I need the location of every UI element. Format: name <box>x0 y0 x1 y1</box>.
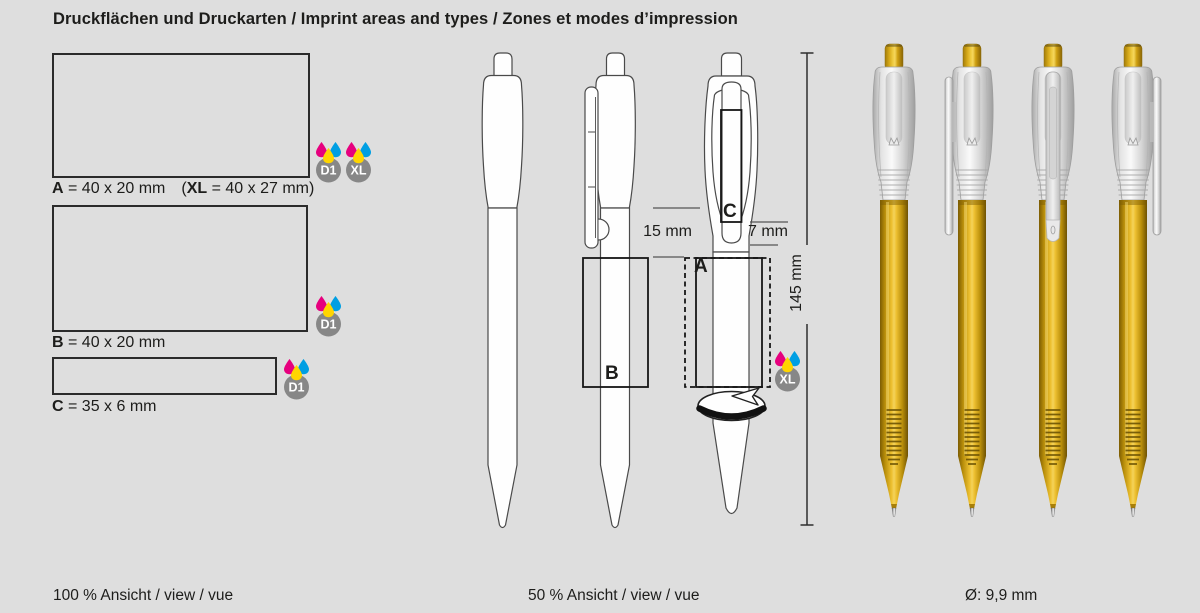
photo-pen-back-view <box>873 44 915 517</box>
imprint-area-c-rect <box>52 357 277 395</box>
area-c-key: C <box>52 398 64 415</box>
caption-view-50: 50 % Ansicht / view / vue <box>528 587 700 604</box>
badge-label: D1 <box>288 380 305 395</box>
technical-drawing <box>455 40 825 540</box>
area-c-size: = 35 x 6 mm <box>63 398 157 415</box>
photo-pen-clip-right <box>1112 44 1161 517</box>
area-b-size: = 40 x 20 mm <box>63 334 166 351</box>
caption-view-100: 100 % Ansicht / view / vue <box>53 587 234 604</box>
dim-label-7mm: 7 mm <box>748 223 788 240</box>
print-type-badge-d1-a <box>314 141 343 183</box>
area-a-xl-key: XL <box>186 180 208 197</box>
area-a-key: A <box>52 180 64 197</box>
dim-label-15mm: 15 mm <box>643 223 692 240</box>
zone-label-c: C <box>723 201 737 222</box>
photo-pen-clip-left <box>945 44 993 517</box>
zone-label-a: A <box>694 256 708 277</box>
badge-label: XL <box>350 163 367 178</box>
dim-label-145mm: 145 mm <box>788 254 805 312</box>
print-type-badge-xl-zone <box>773 350 802 392</box>
imprint-area-a-rect <box>52 53 310 178</box>
line-pen-front-view <box>704 53 757 514</box>
product-photos <box>853 42 1183 520</box>
area-a-size: = 40 x 20 mm <box>63 180 166 197</box>
badge-label: D1 <box>320 163 337 178</box>
badge-label: XL <box>779 372 796 387</box>
badge-label: D1 <box>320 317 337 332</box>
rotation-arrow-icon <box>698 388 765 421</box>
area-a-xl-size: = 40 x 27 mm) <box>207 180 315 197</box>
print-type-badge-d1-c <box>282 358 311 400</box>
imprint-area-a-label <box>52 180 314 198</box>
imprint-area-c-label <box>52 398 156 416</box>
print-type-badge-d1-b <box>314 295 343 337</box>
print-type-badge-xl-a <box>344 141 373 183</box>
line-pen-back-view <box>482 53 523 528</box>
area-a-xl-open: ( <box>181 180 187 197</box>
line-pen-side-view <box>585 53 635 528</box>
imprint-area-b-label <box>52 334 165 352</box>
caption-diameter: Ø: 9,9 mm <box>965 587 1038 604</box>
page-title: Druckflächen und Druckarten / Imprint areas and types / Zones et modes d’impression <box>53 10 738 28</box>
photo-pen-front-view <box>1032 44 1074 517</box>
zone-label-b: B <box>605 363 619 384</box>
imprint-area-b-rect <box>52 205 308 332</box>
area-b-key: B <box>52 334 64 351</box>
